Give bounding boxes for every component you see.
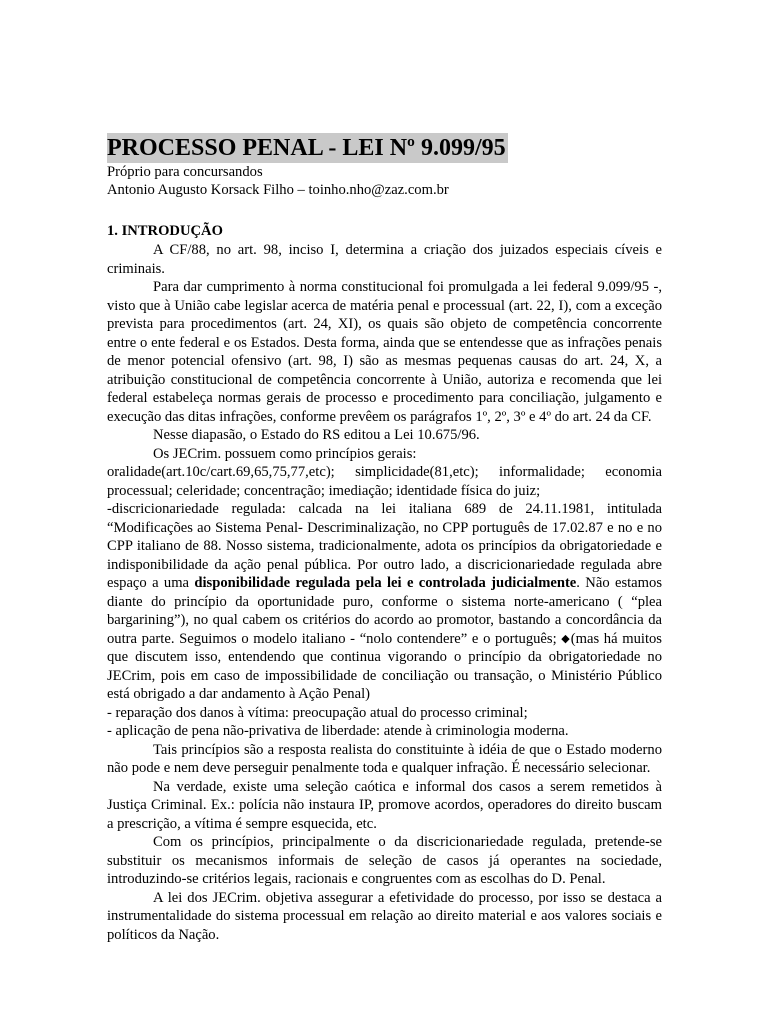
paragraph-2: Para dar cumprimento à norma constitucional foi promulgada a lei federal 9.099/95 -, visto que à União cabe legislar acerca de matéria penal e processual (art. 22, I), com a exceção prevista para procedimentos (art. 24, XI), os quais são objeto de competência concorrente entre o ente federal e os Estados. Desta forma, ainda que se entendesse que as infrações penais de menor potencial ofensivo (art. 98, I) são as mesmas pequenas causas do art. 24, X, a atribuição constitucional de competência concorrente à União, autoriza e recomenda que lei federal estabeleça normas gerais de processo e procedimento para conciliação, julgamento e execução das ditas infrações, conforme prevêem os parágrafos 1º, 2º, 3º e 4º do art. 24 da CF. [107,279,662,425]
bold-emphasis: disponibilidade regulada pela lei e controlada judicialmente [194,575,577,591]
paragraph-aplicacao: - aplicação de pena não-privativa de liberdade: atende à criminologia moderna. [107,723,569,739]
paragraph-principles-list: oralidade(art.10c/cart.69,65,75,77,etc); simplicidade(81,etc); informalidade; economia processual; celeridade; concentração; imediação; identidade física do juiz; [107,464,662,499]
paragraph-9: Tais princípios são a resposta realista do constituinte à idéia de que o Estado moderno não pode e nem deve perseguir penalmente toda e qualquer infração. É necessário selecionar. [107,741,662,776]
paragraph-reparacao: - reparação dos danos à vítima: preocupação atual do processo criminal; [107,704,528,721]
paragraph-discricionariedade [107,500,662,704]
paragraph-11: Com os princípios, principalmente o da discricionariedade regulada, pretende-se substituir os mecanismos informais de seleção de casos já operantes na sociedade, introduzindo-se critérios legais, racionais e congruentes com as escolhas do D. Penal. [107,834,662,887]
paragraph-12: A lei dos JECrim. objetiva assegurar a efetividade do processo, por isso se destaca a instrumentalidade do sistema processual em relação ao direito material e aos valores sociais e políticos da Nação. [107,889,662,943]
document-body [107,133,662,944]
diamond-bullet-icon: ◆ [561,632,571,645]
paragraph-10: Na verdade, existe uma seleção caótica e informal dos casos a serem remetidos à Justiça Criminal. Ex.: polícia não instaura IP, promove acordos, operadores do direito buscam a prescrição, a vítima é sempre esquecida, etc. [107,778,662,832]
paragraph-3: Nesse diapasão, o Estado do RS editou a Lei 10.675/96. [153,427,480,443]
document-subtitle: Próprio para concursandos [107,164,263,180]
paragraph-text: -discricionariedade regulada: calcada na lei italiana 689 de 24.11.1981, intitulada “Modificações ao Sistema Penal- Descriminalização, no CPP português de 17.02.87 e no e no CPP italiano de 88. Nosso sistema, tradicionalmente, adota os princípios da obrigatoriedade e indisponibilidade da ação penal pública. Por outro lado, a discricionariedade regulada abre espaço a uma [107,501,662,591]
document-title: PROCESSO PENAL - LEI Nº 9.099/95 [107,135,506,161]
author-line: Antonio Augusto Korsack Filho – toinho.nho@zaz.com.br [107,182,449,198]
paragraph-4: Os JECrim. possuem como princípios gerais: [153,445,417,462]
paragraph-text: (mas há muitos que discutem isso, entendendo que continua vigorando o princípio da obrigatoriedade no JECrim, pois em caso de impossibilidade de conciliação ou transação, o Ministério Público está obrigado a dar andamento à Ação Penal) [107,630,662,702]
section-heading: 1. INTRODUÇÃO [107,223,223,239]
paragraph-text: . Não estamos diante do princípio da oportunidade puro, conforme o sistema norte-americano ( “plea bargarining”), no qual cabem os critérios do acordo ao promotor, bastando a concordância da outra parte. Seguimos o modelo italiano - “nolo contendere” e o português; [107,575,662,647]
paragraph-1: A CF/88, no art. 98, inciso I, determina a criação dos juizados especiais cíveis e criminais. [107,242,662,277]
